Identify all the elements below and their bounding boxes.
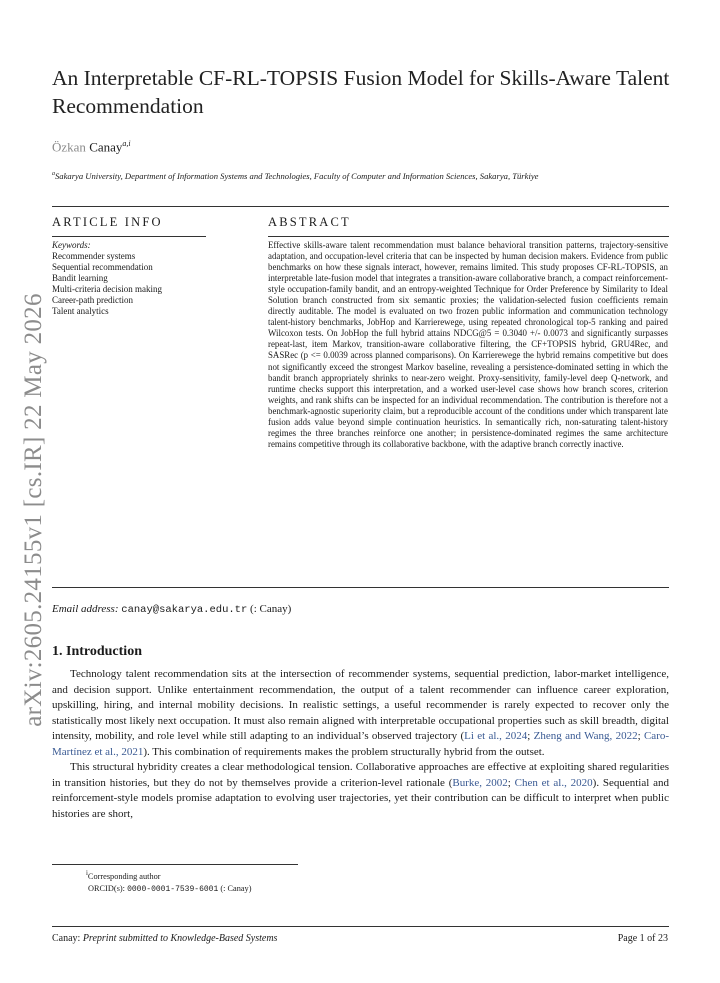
keywords-label: Keywords:: [52, 240, 91, 250]
keyword-item: Talent analytics: [52, 306, 109, 316]
keywords-block: [52, 240, 252, 317]
article-info-rule: [52, 236, 206, 237]
orcid-label: ORCID(s):: [88, 883, 125, 893]
keyword-item: Multi-criteria decision making: [52, 284, 162, 294]
citation-link[interactable]: Li et al., 2024: [464, 730, 528, 742]
footnote-mark: i: [86, 870, 88, 877]
author-line: [52, 139, 131, 155]
footer-venue: Preprint submitted to Knowledge-Based Systems: [82, 933, 278, 944]
keyword-item: Sequential recommendation: [52, 262, 153, 272]
citation-separator: ;: [637, 730, 644, 742]
author-family-name[interactable]: Canay: [89, 139, 123, 155]
page-number: Page 1 of 23: [617, 933, 668, 944]
footnote-rule: [52, 864, 298, 865]
abstract-end-divider: [52, 587, 669, 588]
citation-link[interactable]: Chen et al., 2020: [514, 776, 593, 789]
footnote-text: Corresponding author: [87, 871, 161, 881]
footnote-orcid: [52, 883, 251, 896]
email-owner: (: Canay): [250, 603, 292, 615]
paragraph: [52, 667, 669, 760]
running-footer: [52, 933, 277, 944]
abstract-rule: [268, 236, 669, 237]
author-given-name[interactable]: Özkan: [52, 139, 86, 155]
paragraph: [52, 760, 669, 822]
citation-link[interactable]: Caro-Martínez et al., 2021: [52, 730, 670, 758]
paragraph-text: ). Sequential and reinforcement-style models promise adaptation to evolving user trajectories, yet their contribution can be difficult to interpret when public histories are short,: [52, 776, 669, 820]
email-label: Email address:: [52, 603, 119, 615]
affiliation-text: Sakarya University, Department of Information Systems and Technologies, Faculty of Computer and Information Sciences, Sakarya, Türkiye: [55, 170, 539, 181]
author-marks: a,i: [122, 139, 131, 148]
footnotes: [52, 868, 251, 896]
orcid-owner: (: Canay): [220, 883, 252, 893]
citation-separator: ;: [507, 776, 515, 789]
orcid-link[interactable]: 0000-0001-7539-6001: [127, 884, 219, 894]
header-divider: [52, 206, 669, 207]
paper-title: An Interpretable CF-RL-TOPSIS Fusion Model for Skills-Aware Talent Recommendation: [52, 66, 670, 118]
footnote-corresponding: [52, 868, 251, 883]
affiliation: [52, 168, 662, 182]
citation-link[interactable]: Burke, 2002: [452, 776, 508, 789]
citation-separator: ;: [527, 730, 534, 742]
footer-author: Canay:: [52, 933, 81, 944]
footer-rule: [52, 926, 669, 927]
keyword-item: Career-path prediction: [52, 295, 134, 305]
email-link[interactable]: canay@sakarya.edu.tr: [121, 604, 248, 616]
abstract-heading: ABSTRACT: [268, 215, 351, 229]
paragraph-text: Technology talent recommendation sits at the intersection of recommender systems, sequential prediction, labor-market intelligence, and decision support. Unlike entertainment recommendation, the output of a talent recommender can influence career exploration, upskilling, hiring, and internal mobility decisions. In realistic settings, a useful recommender is rarely expected to recover only the statistically most likely next occupation. It must also remain aligned with interpretable occupational properties such as skill breadth, digital intensity, mobility, and role level while still adapting to an individual’s observed trajectory (: [52, 668, 669, 742]
section-heading-introduction: 1. Introduction: [52, 644, 142, 659]
introduction-body: [52, 667, 669, 822]
abstract-text: Effective skills-aware talent recommendation must balance behavioral transition patterns, trajectory-sensitive adaptation, and occupation-level criteria that can be inspected by human decision makers. Evidence from public benchmarks on how these signals interact, however, remains limited. This study proposes CF-RL-TOPSIS, an interpretable late-fusion model that integrates a transition-aware collaborative branch, a compact reinforcement-style occupation-family bandit, and an entropy-weighted Technique for Order Preference by Similarity to Ideal Solution branch constructed from six semantic proxies; the validation-selected fusion coefficients remain directly auditable. The model is evaluated on two frozen public information and communication technology talent-history benchmarks, JobHop and Karrierewege, using repeated chronological top-5 ranking and paired Wilcoxon tests. On JobHop the full hybrid attains NDCG@5 = 0.3040 +/- 0.0073 and significantly surpasses repeat-last, item Markov, transition-aware collaborative filtering, the CF+TOPSIS hybrid, GRU4Rec, and SASRec (p <= 0.0039 across planned comparisons). On Karrierewege the hybrid remains competitive but does not significantly exceed the strongest Markov baseline, revealing a persistence-dominated setting in which the bandit branch appropriately shrinks to near-zero weight. Proxy-sensitivity, family-level deep Q-network, and runtime checks support this interpretation, and a worked user-level case shows how branch scores, criterion weights, and rank shifts can be inspected for an individual recommendation. The contribution is therefore not a benchmark-agnostic superiority claim, but a reproducible account of the conditions under which transparent late fusion adds value beyond simple continuation heuristics. In semantically rich, non-saturating talent-history regimes the three branches reinforce one another; in persistence-dominated regimes the same architecture remains competitive through its collaborative backbone, with the adaptive branch correctly inactive.: [268, 240, 668, 449]
paragraph-text: This structural hybridity creates a clear methodological tension. Collaborative approaches are effective at exploiting shared regularities in transition histories, but they do not by themselves provide a criterion-level rationale (: [52, 761, 669, 789]
email-line: [52, 603, 291, 616]
keyword-item: Recommender systems: [52, 251, 136, 261]
arxiv-stamp-text: arXiv:2605.24155v1 [cs.IR] 22 May 2026: [20, 293, 47, 727]
article-info-heading: ARTICLE INFO: [52, 215, 163, 229]
paragraph-text: ). This combination of requirements makes the problem structurally hybrid from the outset.: [143, 745, 545, 758]
citation-link[interactable]: Zheng and Wang, 2022: [533, 730, 638, 742]
keyword-item: Bandit learning: [52, 273, 108, 283]
affiliation-mark: a: [52, 171, 55, 177]
